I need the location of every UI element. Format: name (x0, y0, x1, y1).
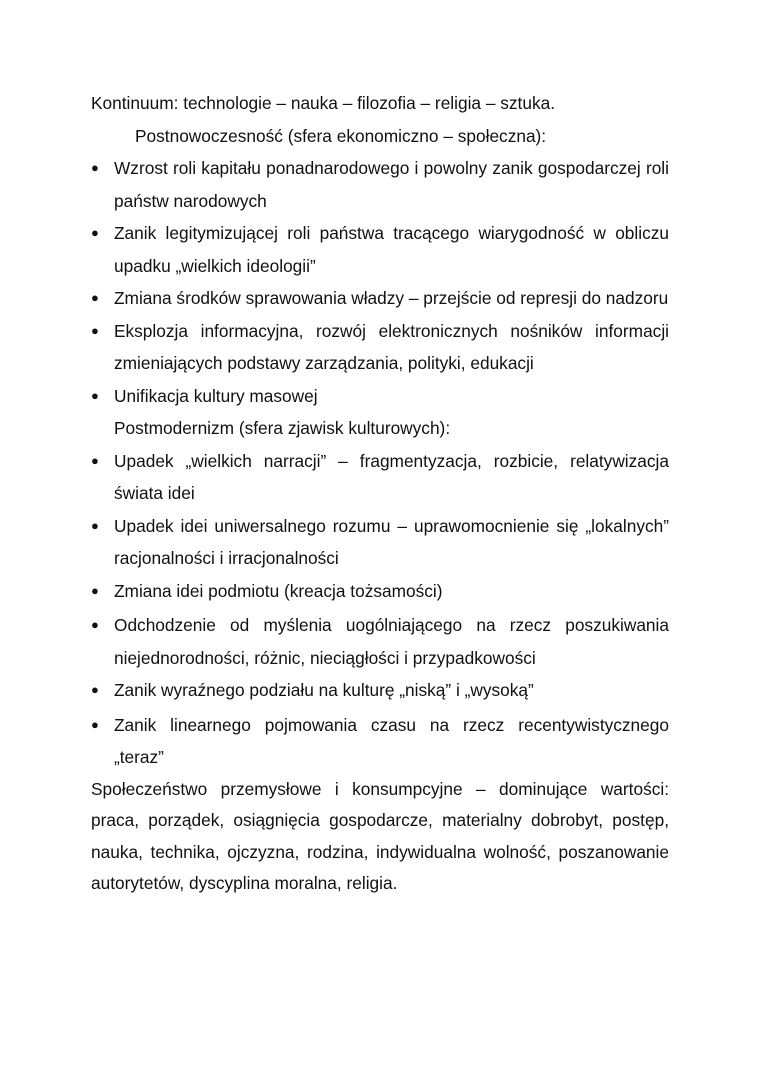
document-page (91, 87, 669, 900)
list-item-text: Eksplozja informacyjna, rozwój elektronicznych nośników informacji zmieniających podstawy zarządzania, polityki, edukacji (114, 320, 669, 373)
bullet-icon: ● (91, 290, 99, 305)
list-item (91, 575, 669, 608)
list-item-text: Unifikacja kultury masowej (114, 385, 318, 406)
list-item (91, 380, 669, 413)
bullet-icon: ● (91, 322, 99, 338)
intro-line: Kontinuum: technologie – nauka – filozofia – religia – sztuka. (91, 93, 556, 113)
list-item (91, 445, 669, 510)
list-item-text: Zanik wyraźnego podziału na kulturę „niską” i „wysoką” (114, 680, 534, 700)
list-item-text: Wzrost roli kapitału ponadnarodowego i powolny zanik gospodarczej roli państw narodowych (114, 158, 669, 211)
list-item (91, 709, 669, 774)
list-item-text: Odchodzenie od myślenia uogólniającego na rzecz poszukiwania niejednorodności, różnic, nieciągłości i przypadkowości (114, 615, 669, 668)
bullet-icon: ● (91, 387, 99, 403)
bullet-list-postmodernity (91, 152, 669, 412)
bullet-icon: ● (91, 517, 99, 533)
section-heading-postmodernity: Postnowoczesność (sfera ekonomiczno – społeczna): (135, 125, 547, 146)
list-item (91, 674, 669, 707)
bullet-icon: ● (91, 617, 99, 632)
list-item-text: Zmiana środków sprawowania władzy – przejście od represji do nadzoru (114, 288, 669, 308)
bullet-icon: ● (91, 225, 99, 240)
section-heading-postmodernism: Postmodernizm (sfera zjawisk kulturowych): (114, 418, 451, 438)
bullet-icon: ● (91, 582, 99, 598)
list-item-text: Zmiana idei podmiotu (kreacja tożsamości) (114, 580, 443, 601)
closing-paragraph: Społeczeństwo przemysłowe i konsumpcyjne – dominujące wartości: praca, porządek, osiągnięcia gospodarcze, materialny dobrobyt, postęp, nauka, technika, ojczyzna, rodzina, indywidualna wolność, poszanowanie autorytetów, dyscyplina moralna, religia. (91, 778, 669, 893)
list-item (91, 282, 669, 315)
bullet-icon: ● (91, 452, 99, 468)
list-item (91, 315, 669, 380)
list-item (91, 217, 669, 282)
list-item (91, 510, 669, 575)
bullet-icon: ● (91, 682, 99, 697)
list-item-text: Zanik legitymizującej roli państwa tracącego wiarygodność w obliczu upadku „wielkich ideologii” (114, 223, 669, 276)
bullet-icon: ● (91, 160, 99, 175)
bullet-list-postmodernism (91, 445, 669, 774)
list-item (91, 152, 669, 217)
list-item-text: Zanik linearnego pojmowania czasu na rzecz recentywistycznego „teraz” (114, 714, 669, 767)
list-item-text: Upadek idei uniwersalnego rozumu – uprawomocnienie się „lokalnych” racjonalności i irracjonalności (114, 515, 669, 568)
list-item-text: Upadek „wielkich narracji” – fragmentyzacja, rozbicie, relatywizacja świata idei (114, 450, 669, 503)
list-item (91, 609, 669, 674)
bullet-icon: ● (91, 716, 99, 732)
